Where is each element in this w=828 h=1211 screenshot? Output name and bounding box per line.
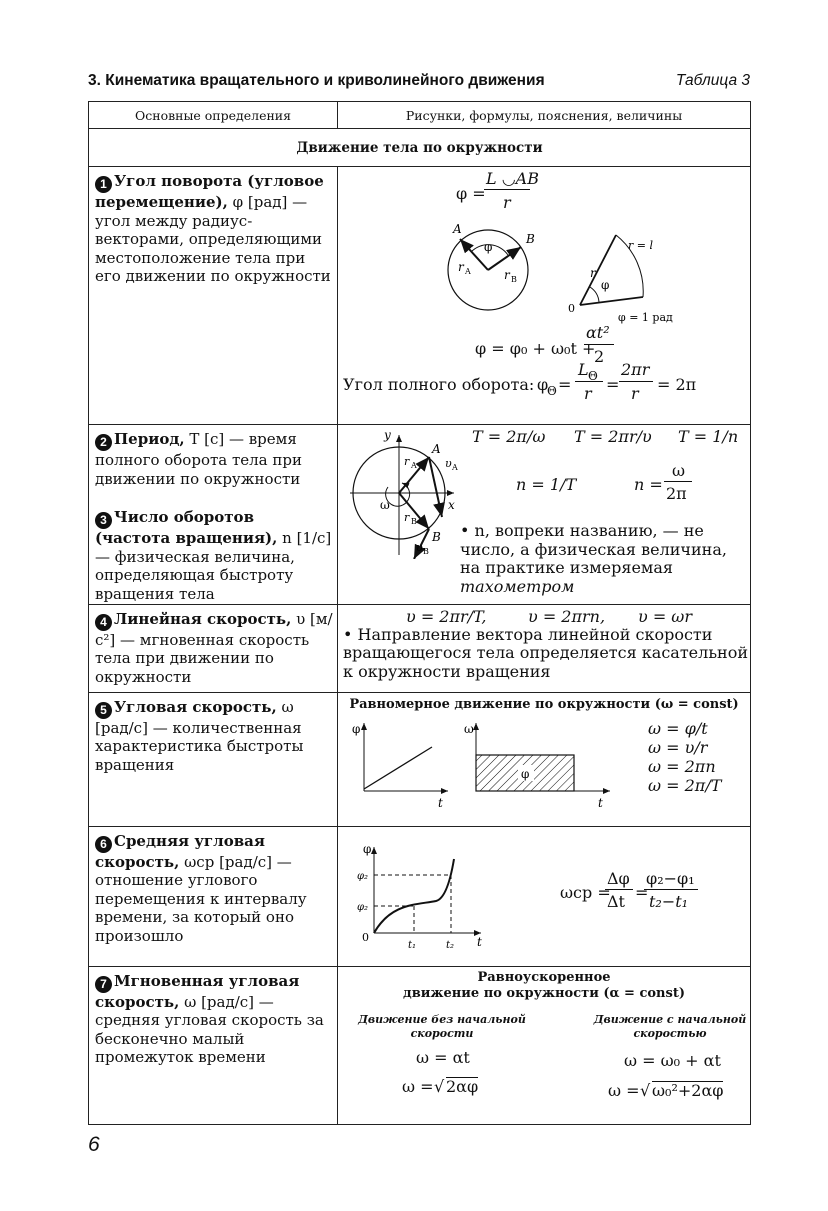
number-badge: 2 xyxy=(95,434,112,451)
initial-speed-title: Движение с начальной скоростью xyxy=(593,1012,747,1040)
fraction-line xyxy=(584,344,614,345)
formula-omega0-at: ω = ω₀ + αt xyxy=(624,1050,721,1070)
full-turn-n1-sub: Θ xyxy=(588,369,598,383)
formula-avg-n1: Δφ xyxy=(607,868,630,888)
zero-label: 0 xyxy=(362,930,369,944)
formula-cell: φ φ₂ φ₂ 0 t₁ t₂ t ωср = Δφ Δt = φ₂−φ₁ t₂−t₁ xyxy=(338,826,751,966)
formula-velocity-3: υ = ωr xyxy=(638,606,692,626)
phi1-label: φ₂ xyxy=(357,901,369,913)
row-linear-velocity xyxy=(89,604,751,692)
label-rb-sub: B xyxy=(511,275,517,284)
fraction-line xyxy=(484,189,530,190)
row-angular-velocity xyxy=(89,692,751,826)
number-badge: 1 xyxy=(95,176,112,193)
formula-period-2: T = 2πr/υ xyxy=(574,427,652,446)
fraction-line xyxy=(575,381,603,382)
label-ra: r xyxy=(458,260,464,274)
formula-cell xyxy=(338,692,751,826)
full-turn-n1: L xyxy=(578,360,589,379)
term: Средняя угловая скорость, xyxy=(95,831,265,871)
label-x: x xyxy=(448,498,455,512)
row-average-angular-velocity xyxy=(89,826,751,966)
angle-arc-2 xyxy=(590,287,599,302)
fraction-line xyxy=(644,889,698,890)
number-badge: 4 xyxy=(95,614,112,631)
term: Период, xyxy=(114,430,185,448)
formula-avg-lhs: ωср = xyxy=(560,882,611,902)
formula-omega-2: ω = υ/r xyxy=(648,737,708,757)
formula-kinematic-num: αt² xyxy=(586,323,610,342)
formula-cell xyxy=(338,604,751,692)
formula-velocity-1: υ = 2πr/T, xyxy=(406,606,487,626)
label-rb-sub: B xyxy=(411,517,417,526)
y-label: φ xyxy=(363,842,372,856)
page-number: 6 xyxy=(88,1133,100,1156)
chapter-title: 3. Кинематика вращательного и криволинейного движения xyxy=(88,72,545,89)
label-zero: 0 xyxy=(568,302,575,315)
formula-velocity-2: υ = 2πrn, xyxy=(528,606,606,626)
number-badge: 3 xyxy=(95,512,112,529)
velocity-note: • Направление вектора линейной скорости вращающегося тела определяется касательной к окружности вращения xyxy=(343,624,748,681)
accelerated-title-1: Равноускоренное xyxy=(477,969,611,985)
table-label: Таблица 3 xyxy=(675,72,750,89)
formula-omega0-sqrt-rad: ω₀²+2αφ xyxy=(652,1080,724,1100)
formula-omega-sqrt-rad: 2αφ xyxy=(446,1076,479,1096)
column-header-definitions: Основные определения xyxy=(89,102,338,129)
full-turn-result: = 2π xyxy=(657,375,697,394)
definition-text: n [1/с] — физическая величина, определяющая быстроту вращения тела xyxy=(95,529,332,603)
label-b: B xyxy=(526,232,535,246)
formula-frequency-2-num: ω xyxy=(672,461,686,480)
definition-cell xyxy=(89,966,338,1124)
label-b: B xyxy=(432,530,441,544)
definition-cell xyxy=(89,826,338,966)
formula-omega0-sqrt-lhs: ω = xyxy=(608,1080,640,1100)
formula-kinematic-lhs: φ = φ₀ + ω₀t + xyxy=(475,339,596,358)
label-rb: r xyxy=(504,268,510,282)
circular-motion-figure xyxy=(344,429,464,559)
formula-cell: Равноускоренное движение по окружности (α = const) Движение без начальной скорости ω = αt ω = √ 2αφ Движение с начальной скоростью ω = ω₀ + αt ω = √ ω₀²+2αφ xyxy=(338,966,751,1124)
formula-omega-at: ω = αt xyxy=(416,1047,470,1067)
definition-text: ω [рад/с] — средняя угловая скорость за бесконечно малый промежуток времени xyxy=(95,992,324,1067)
definition-cell xyxy=(89,604,338,692)
full-turn-d1: r xyxy=(584,384,592,403)
label-phi-2: φ xyxy=(601,278,610,292)
term: Число оборотов (частота вращения), xyxy=(95,508,278,548)
accelerated-title-2: движение по окружности (α = const) xyxy=(403,985,685,1001)
term: Мгновенная угловая скорость, xyxy=(95,971,300,1011)
definition-text: υ [м/с²] — мгновенная скорость тела при движении по окружности xyxy=(95,609,333,686)
formula-phi-den: r xyxy=(503,193,511,212)
label-y: y xyxy=(384,429,391,442)
uniform-motion-graphs xyxy=(348,719,618,814)
graph1-x-label: t xyxy=(438,795,443,810)
graph1-line xyxy=(364,747,432,789)
formula-phi-num: L ◡AB xyxy=(486,169,539,188)
row-rotation-angle xyxy=(89,167,751,425)
column-header-row xyxy=(89,102,751,129)
formula-omega-3: ω = 2πn xyxy=(648,756,716,776)
graph2-area-label: φ xyxy=(521,766,530,781)
phi2-label: φ₂ xyxy=(357,870,369,882)
formula-omega-1: ω = φ/t xyxy=(648,718,708,738)
label-vb: υ xyxy=(416,541,423,554)
formula-avg-d1: Δt xyxy=(607,891,625,911)
formula-omega-4: ω = 2π/T xyxy=(648,775,722,795)
label-one-rad: φ = 1 рад xyxy=(618,311,673,324)
formula-cell: φ = L ◡AB r A B φ r A r B r r = l φ 0 φ = 1 рад φ = φ₀ + ω₀t + αt² 2 Угол полного оборота: φ Θ = L Θ r = 2πr r = 2π xyxy=(338,167,751,425)
t2-label: t₂ xyxy=(446,939,455,951)
formula-cell xyxy=(338,425,751,605)
term: Угол поворота (угловое перемещение), xyxy=(95,172,324,211)
formula-frequency-2-lhs: n = xyxy=(634,475,663,494)
kinematics-table xyxy=(88,101,751,1125)
label-r-eq-l: r = l xyxy=(628,239,653,252)
full-turn-d2: r xyxy=(631,384,639,403)
label-va: υ xyxy=(445,457,452,470)
section-row xyxy=(89,129,751,167)
definition-text: φ [рад] — угол между радиус-векторами, определяющими местоположение тела при его движении по окружности xyxy=(95,193,331,286)
formula-frequency-1: n = 1/T xyxy=(516,475,577,494)
definition-text: ω [рад/с] — количественная характеристика быстроты вращения xyxy=(95,697,304,774)
number-badge: 5 xyxy=(95,702,112,719)
label-rb: r xyxy=(404,511,410,524)
t1-label: t₁ xyxy=(408,939,417,951)
definition-text: ωср [рад/с] — отношение углового перемещения к интервалу времени, за который оно произошло xyxy=(95,852,307,945)
rotation-angle-figure xyxy=(438,217,688,327)
label-ra-sub: A xyxy=(411,461,417,470)
t-label: t xyxy=(477,934,482,949)
definition-text: T [с] — время полного оборота тела при движении по окружности xyxy=(95,430,302,488)
formula-phi-lhs: φ = xyxy=(456,184,486,203)
label-phi: φ xyxy=(484,240,493,254)
column-header-figures: Рисунки, формулы, пояснения, величины xyxy=(338,102,751,129)
radius-line xyxy=(580,235,616,305)
radius-line-2 xyxy=(580,297,643,305)
graph2-y-label: ω xyxy=(464,721,474,736)
label-ra-sub: A xyxy=(465,267,471,276)
label-r: r xyxy=(590,266,596,280)
average-velocity-graph xyxy=(346,843,496,958)
label-a: A xyxy=(453,222,462,236)
section-title: Движение тела по окружности xyxy=(89,129,751,167)
formula-period-3: T = 1/n xyxy=(678,427,739,446)
formula-avg-d2: t₂−t₁ xyxy=(649,891,689,911)
label-a: A xyxy=(432,442,441,456)
fraction-line xyxy=(619,381,653,382)
label-va-sub: A xyxy=(452,463,458,472)
row-instant-angular-velocity xyxy=(89,966,751,1124)
label-vb-sub: B xyxy=(423,547,429,556)
full-turn-lhs-sub: Θ xyxy=(547,384,557,398)
formula-avg-n2: φ₂−φ₁ xyxy=(646,868,695,888)
term: Угловая скорость, xyxy=(114,697,277,716)
tachometer-note: • n, вопреки названию, — не число, а физическая величина, на практике измеряемая тахометром xyxy=(460,521,727,596)
formula-period-1: T = 2π/ω xyxy=(472,427,546,446)
no-initial-speed-title: Движение без начальной скорости xyxy=(358,1012,526,1040)
full-turn-lhs: φ xyxy=(537,375,549,394)
number-badge: 7 xyxy=(95,976,112,993)
fraction-line xyxy=(664,481,692,482)
full-turn-n2: 2πr xyxy=(621,360,650,379)
formula-omega-sqrt-lhs: ω = xyxy=(402,1076,434,1096)
label-omega: ω xyxy=(380,498,390,512)
term: Линейная скорость, xyxy=(114,609,292,628)
fraction-line xyxy=(605,889,633,890)
label-ra: r xyxy=(404,455,410,468)
formula-frequency-2-den: 2π xyxy=(666,484,687,503)
definition-cell xyxy=(89,167,338,425)
number-badge: 6 xyxy=(95,836,112,853)
row-period xyxy=(89,425,751,605)
definition-cell xyxy=(89,692,338,826)
full-turn-label: Угол полного оборота: xyxy=(343,375,535,394)
tachometer-term: тахометром xyxy=(460,576,575,596)
uniform-motion-title: Равномерное движение по окружности (ω = const) xyxy=(349,696,739,712)
graph1-y-label: φ xyxy=(352,721,361,736)
page-header xyxy=(88,72,750,94)
formula-kinematic-den: 2 xyxy=(594,347,605,366)
definition-cell xyxy=(89,425,338,605)
graph2-x-label: t xyxy=(598,795,603,810)
